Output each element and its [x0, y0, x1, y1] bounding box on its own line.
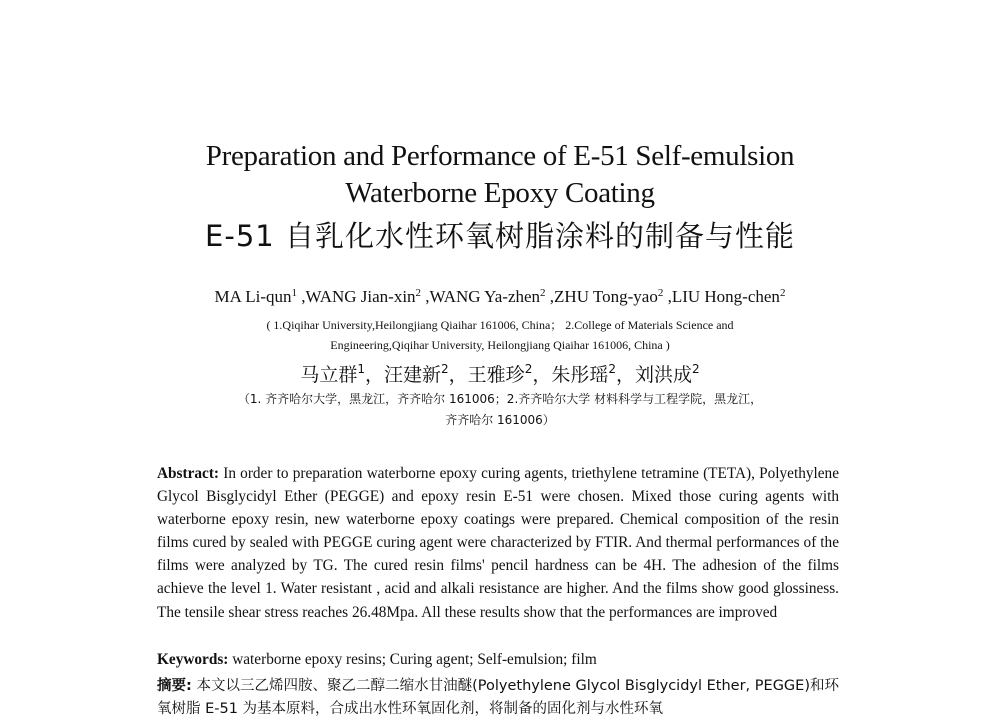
- abstract-label: Abstract:: [157, 465, 220, 482]
- author-separator: ，: [364, 364, 384, 386]
- keywords-text: waterborne epoxy resins; Curing agent; Self-emulsion; film: [232, 651, 597, 668]
- author-separator: ，: [448, 364, 468, 386]
- author-zh-name: 刘洪成: [635, 364, 693, 386]
- affiliation-en-line1: ( 1.Qiqihar University,Heilongjiang Qiaihar 161006, China； 2.College of Materials Science and: [266, 318, 734, 332]
- abstract-paragraph: [157, 462, 839, 624]
- abstract-zh-label: 摘要:: [157, 678, 192, 694]
- author-en-affiliation-mark: 2: [779, 287, 786, 299]
- author-separator: ,: [545, 287, 555, 306]
- author-separator: ，: [532, 364, 552, 386]
- author-zh-affiliation-mark: 2: [608, 362, 616, 376]
- affiliation-zh-line1: （1. 齐齐哈尔大学，黑龙江，齐齐哈尔 161006；2.齐齐哈尔大学 材料科学与工程学院，黑龙江，: [237, 392, 763, 406]
- abstract-text: In order to preparation waterborne epoxy curing agents, triethylene tetramine (TETA), Polyethylene Glycol Bisglycidyl Ether (PEGGE) and epoxy resin E-51 were chosen. Mixed those curing agents with waterborne epoxy resin, new waterborne epoxy coatings were prepared. Chemical composition of the resin films cured by sealed with PEGGE curing agent were characterized by FTIR. And thermal performances of the films were analyzed by TG. The cured resin films' pencil hardness can be 4H. The adhesion of the films achieve the level 1. Water resistant , acid and alkali resistance are higher. And the films show good glossiness. The tensile shear stress reaches 26.48Mpa. All these results show that the performances are improved: [157, 465, 839, 621]
- author-en-affiliation-mark: 2: [540, 287, 546, 299]
- author-separator: ，: [616, 364, 636, 386]
- author-en-name: WANG Ya-zhen: [429, 287, 541, 306]
- author-en-affiliation-mark: 1: [291, 287, 298, 299]
- author-separator: ,: [663, 287, 672, 306]
- author-en-name: WANG Jian-xin: [305, 287, 416, 306]
- author-en-affiliation-mark: 2: [415, 287, 422, 299]
- author-zh-name: 马立群: [300, 364, 358, 386]
- author-en-name: MA Li-qun: [214, 287, 292, 306]
- author-zh-name: 朱彤瑶: [551, 364, 609, 386]
- author-zh-name: 汪建新: [384, 364, 442, 386]
- author-zh-affiliation-mark: 2: [692, 362, 700, 376]
- author-zh-affiliation-mark: 2: [441, 362, 449, 376]
- author-separator: ,: [297, 287, 306, 306]
- title-zh: E-51 自乳化水性环氧树脂涂料的制备与性能: [205, 219, 795, 253]
- author-en-name: LIU Hong-chen: [671, 287, 780, 306]
- abstract-zh-paragraph: [157, 675, 839, 721]
- author-separator: ,: [421, 287, 430, 306]
- keywords-label: Keywords:: [157, 651, 229, 668]
- affiliation-en-line2: Engineering,Qiqihar University, Heilongjiang Qiaihar 161006, China ): [330, 338, 670, 352]
- affiliation-zh-line2: 齐齐哈尔 161006）: [445, 413, 555, 427]
- title-en-line1: Preparation and Performance of E-51 Self-emulsion: [205, 140, 795, 172]
- keywords-paragraph: [157, 648, 839, 671]
- author-en-name: ZHU Tong-yao: [554, 287, 658, 306]
- author-zh-affiliation-mark: 1: [357, 362, 365, 376]
- authors-zh: [0, 360, 1000, 387]
- author-zh-name: 王雅珍: [467, 364, 525, 386]
- title-en-line2: Waterborne Epoxy Coating: [345, 177, 655, 209]
- abstract-zh-text: 本文以三乙烯四胺、聚乙二醇二缩水甘油醚(Polyethylene Glycol Bisglycidyl Ether, PEGGE)和环氧树脂 E-51 为基本原料，合成出水性环氧固化剂，将制备的固化剂与水性环氧: [157, 678, 840, 718]
- authors-en: [0, 287, 1000, 307]
- author-en-affiliation-mark: 2: [657, 287, 664, 299]
- author-zh-affiliation-mark: 2: [524, 362, 533, 376]
